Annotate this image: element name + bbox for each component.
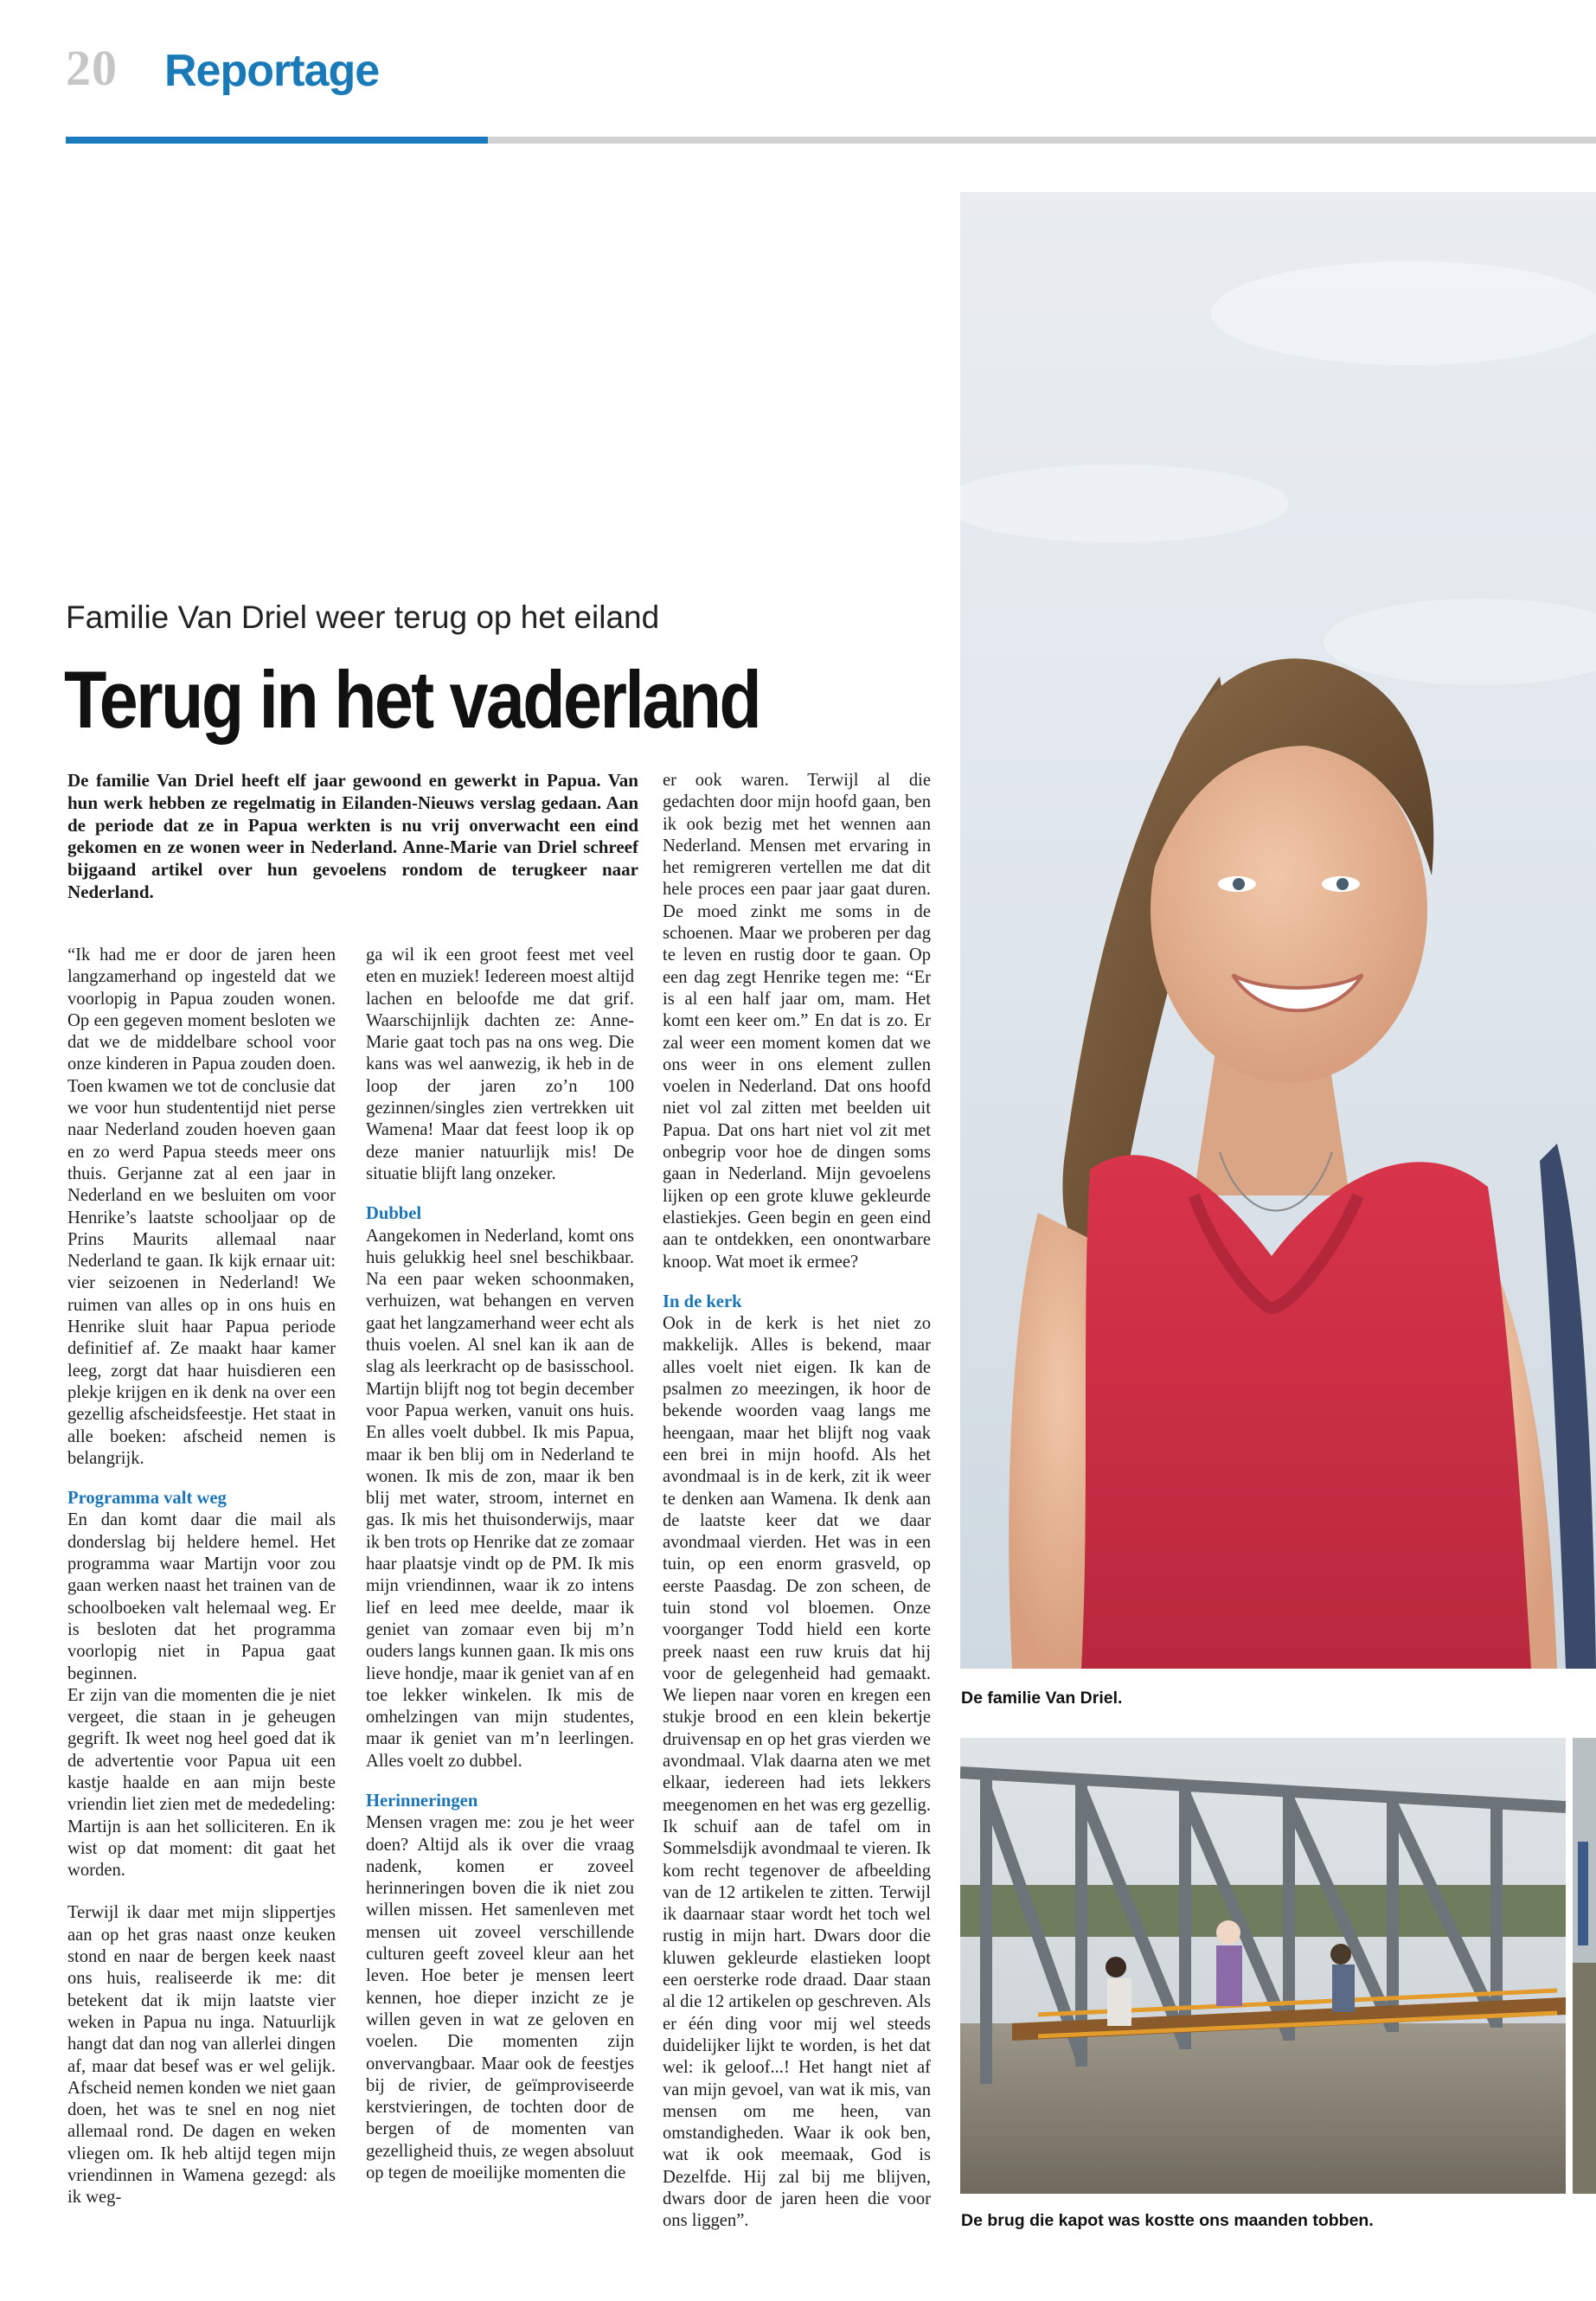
section-title: Reportage bbox=[164, 46, 380, 96]
paragraph: Mensen vragen me: zou je het weer doen? Altijd als ik over die vraag nadenk, komen er zoveel herinneringen boven die ik niet zou willen missen. Het samenleven met mensen uit zoveel verschillende culturen geeft zoveel kleur aan het leven. Hoe beter je mensen leert kennen, hoe dieper inzicht ze je willen geven in wat ze geloven en voelen. Die momenten zijn onvervangbaar. Maar ook de feestjes bij de rivier, de geïmproviseerde kerstvieringen, de tochten door de bergen of de momenten van gezelligheid thuis, ze wegen absoluut op tegen de moeilijke momenten die bbox=[366, 1813, 634, 2183]
family-photo-caption: De familie Van Driel. bbox=[961, 1689, 1123, 1708]
paragraph: Terwijl ik daar met mijn slippertjes aan op het gras naast onze keuken stond en naar de bergen keek naast ons huis, realiseerde ik me: dit betekent dat ik mijn laatste vier weken in Papua nu inga. Natuurlijk hangt dat dan nog van allerlei dingen af, maar dat besef was er wel gelijk. Afscheid nemen konden we niet gaan doen, het was te snel en nog niet allemaal rond. De dagen en weken vliegen om. Ik heb altijd tegen mijn vriendinnen in Wamena gezegd: als ik weg- bbox=[67, 1903, 336, 2208]
bridge-photo-detail bbox=[1573, 1738, 1596, 2194]
paragraph: En dan komt daar die mail als donderslag bij heldere hemel. Het programma waar Martijn voor zou gaan werken naast het trainen van de schoolboeken valt helemaal weg. Er is besloten dat het programma voorlopig niet in Papua gaat beginnen. bbox=[67, 1510, 336, 1683]
subheading: In de kerk bbox=[663, 1292, 742, 1311]
paragraph: er ook waren. Terwijl al die gedachten door mijn hoofd gaan, ben ik ook bezig met het wennen aan Nederland. Mensen met ervaring in het remigreren vertellen me dat dit hele proces een paar jaar gaat duren. De moed zinkt me soms in de schoenen. Maar we proberen per dag te leven en rustig door te gaan. Op een dag zegt Henrike tegen me: “Er is al een half jaar om, mam. Het komt een keer om.” En dat is zo. Er zal weer een moment komen dat we ons weer in ons element zullen voelen in Nederland. Dat ons hoofd niet vol zal zitten met beelden uit Papua. Dat ons hart niet vol zit met onbegrip voor hoe de dingen soms gaan in Nederland. Mijn gevoelens lijken op een grote kluwe gekleurde elastiekjes. Geen begin en geen eind aan te ontdekken, een onontwarbare knoop. Wat moet ik ermee? bbox=[663, 771, 931, 1272]
article-kicker: Familie Van Driel weer terug op het eiland bbox=[66, 599, 660, 635]
paragraph: “Ik had me er door de jaren heen langzamerhand op ingesteld dat we voorlopig in Papua zouden wonen. Op een gegeven moment besloten we dat we de middelbare school voor onze kinderen in Papua zouden doen. Toen kwamen we tot de conclusie dat we voor hun studententijd niet perse naar Nederland zouden hoeven gaan en zo werd Papua steeds meer ons thuis. Gerjanne zat al een jaar in Nederland en we besluiten om voor Henrike’s laatste schooljaar op de Prins Maurits allemaal naar Nederland te gaan. Ik kijk ernaar uit: vier seizoenen in Nederland! We ruimen van alles op in ons huis en Henrike sluit haar Papua periode definitief af. Ze maakt haar kamer leeg, zorgt dat haar huisdieren een plekje krijgen en ik denk na over een gezellig afscheidsfeestje. Het staat in alle boeken: afscheid nemen is belangrijk. bbox=[67, 945, 336, 1468]
article-column-1 bbox=[67, 945, 336, 2209]
article-column-2 bbox=[366, 945, 634, 2184]
family-photo bbox=[960, 192, 1596, 1669]
article-intro bbox=[67, 770, 638, 904]
bridge-photo-caption: De brug die kapot was kostte ons maanden tobben. bbox=[961, 2211, 1374, 2230]
header-rule-accent bbox=[66, 137, 488, 144]
header-rule bbox=[488, 137, 1596, 144]
bridge-photo bbox=[960, 1738, 1566, 2194]
paragraph: Er zijn van die momenten die je niet vergeet, die staan in je geheugen gegrift. Ik weet nog heel goed dat ik de advertentie voor Papua uit een kastje haalde en aan mijn beste vriendin liet zien met de mededeling: Martijn is aan het solliciteren. En ik wist op dat moment: dit gaat het worden. bbox=[67, 1685, 336, 1881]
intro-paragraph: De familie Van Driel heeft elf jaar gewoond en gewerkt in Papua. Van hun werk hebben ze regelmatig in Eilanden-Nieuws verslag gedaan. Aan de periode dat ze in Papua werkten is nu vrij onverwacht een eind gekomen en ze wonen weer in Nederland. Anne-Marie van Driel schreef bijgaand artikel over hun gevoelens rondom de terugkeer naar Nederland. bbox=[67, 770, 638, 902]
subheading: Dubbel bbox=[366, 1204, 422, 1224]
article-column-3 bbox=[663, 770, 931, 2233]
subheading: Herinneringen bbox=[366, 1791, 478, 1811]
subheading: Programma valt weg bbox=[67, 1489, 227, 1509]
paragraph: Aangekomen in Nederland, komt ons huis gelukkig heel snel beschikbaar. Na een paar weken schoonmaken, verhuizen, wat behangen en verven gaat het langzamerhand weer echt als thuis voelen. Al snel kan ik aan de slag als leerkracht op de basisschool. Martijn blijft nog tot begin december voor Papua werken, vanuit ons huis. En alles voelt dubbel. Ik mis Papua, maar ik ben blij om in Nederland te wonen. Ik mis de zon, maar ik ben blij met water, stroom, internet en gas. Ik mis het thuisonderwijs, maar ik ben trots op Henrike dat ze zomaar haar plaatsje vindt op de PM. Ik mis mijn vriendinnen, waar ik zo intens lief en leed mee deelde, maar ik geniet van zomaar even bij m’n ouders langs kunnen gaan. Ik mis ons lieve hondje, maar ik geniet van af en toe lekker winkelen. Ik mis de omhelzingen van mijn studentes, maar ik geniet van m’n leerlingen. Alles voelt zo dubbel. bbox=[366, 1226, 634, 1771]
paragraph: Ook in de kerk is het niet zo makkelijk. Alles is bekend, maar alles voelt niet eigen. Ik kan de psalmen zo meezingen, ik hoor de bekende woorden vaag langs me heengaan, maar het blijft nog vaak een brei in mijn hoofd. Als het avondmaal is in de kerk, zit ik weer te denken aan Wamena. Ik denk aan de laatste keer dat we daar avondmaal vierden. Het was in een tuin, op een enorm grasveld, op eerste Paasdag. De zon scheen, de tuin stond vol bloemen. Onze voorganger Todd hield een korte preek naast een ruw kruis dat hij voor de gelegenheid had gemaakt. We liepen naar voren en kregen een stukje brood en een klein bekertje druivensap en op het gras vierden we avondmaal. Vlak daarna aten we met elkaar, iedereen had iets lekkers meegenomen en het was erg gezellig. Ik schuif aan de tafel om in Sommelsdijk avondmaal te vieren. Ik kom recht tegenover de afbeelding van de 12 artikelen te zitten. Terwijl ik daarnaar staar wordt het toch wel rustig in mijn hart. Dwars door die kluwen gekleurde elastieken loopt een oersterke rode draad. Daar staan al die 12 artikelen op geschreven. Als er één ding voor mij wel steeds duidelijker lijkt te worden, is het dat wel: ik geloof...! Het hangt niet af van mijn gevoel, van wat ik mis, van mensen om me heen, van omstandigheden. Waar ik ook ben, wat ik ook meemaak, God is Dezelfde. Hij zal bij me blijven, dwars door de jaren heen die voor ons liggen”. bbox=[663, 1314, 931, 2231]
paragraph: ga wil ik een groot feest met veel eten en muziek! Iedereen moest altijd lachen en beloofde me dat grif. Waarschijnlijk dachten ze: Anne-Marie gaat toch pas na ons weg. Die kans was wel aanwezig, ik heb in de loop der jaren zo’n 100 gezinnen/singles zien vertrekken uit Wamena! Maar dat feest loop ik op deze manier natuurlijk mis! De situatie blijft lang onzeker. bbox=[366, 945, 634, 1183]
article-headline: Terug in het vaderland bbox=[64, 654, 760, 745]
page-number: 20 bbox=[66, 40, 118, 96]
